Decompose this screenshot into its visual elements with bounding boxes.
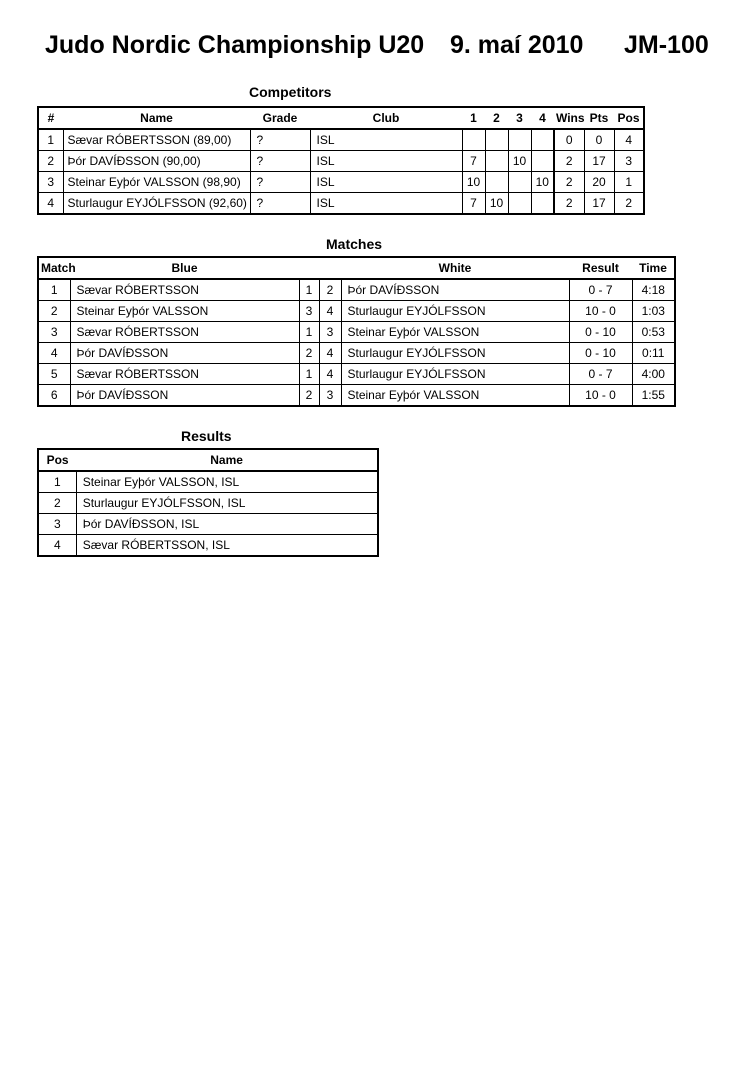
round-score: 10 bbox=[462, 172, 485, 193]
matches-table bbox=[37, 256, 676, 407]
competitor-points: 20 bbox=[584, 172, 614, 193]
competitor-name: Sturlaugur EYJÓLFSSON (92,60) bbox=[63, 193, 250, 215]
round-score bbox=[508, 193, 531, 215]
competitor-name: Sævar RÓBERTSSON (89,00) bbox=[63, 129, 250, 151]
round-score bbox=[462, 129, 485, 151]
column-header: Match bbox=[38, 257, 70, 279]
match-number: 5 bbox=[38, 364, 70, 385]
match-result: 0 - 10 bbox=[569, 343, 632, 364]
match-result: 0 - 7 bbox=[569, 279, 632, 301]
blue-number: 1 bbox=[299, 322, 319, 343]
competitor-points: 17 bbox=[584, 151, 614, 172]
event-date: 9. maí 2010 bbox=[450, 31, 584, 59]
column-header: Club bbox=[310, 107, 462, 129]
competitor-position: 2 bbox=[614, 193, 644, 215]
match-time: 4:18 bbox=[632, 279, 675, 301]
match-time: 4:00 bbox=[632, 364, 675, 385]
round-score bbox=[531, 129, 554, 151]
competitor-position: 4 bbox=[614, 129, 644, 151]
results-header-row bbox=[38, 449, 378, 471]
match-result: 10 - 0 bbox=[569, 301, 632, 322]
table-row bbox=[38, 151, 644, 172]
column-header: 1 bbox=[462, 107, 485, 129]
match-time: 0:53 bbox=[632, 322, 675, 343]
competitor-position: 3 bbox=[614, 151, 644, 172]
column-header: Name bbox=[76, 449, 378, 471]
results-table bbox=[37, 448, 379, 557]
competitor-club: ISL bbox=[310, 193, 462, 215]
column-header: Pos bbox=[614, 107, 644, 129]
blue-competitor: Þór DAVÍÐSSON bbox=[70, 385, 299, 407]
result-position: 3 bbox=[38, 514, 76, 535]
results-heading: Results bbox=[181, 428, 232, 444]
competitor-club: ISL bbox=[310, 129, 462, 151]
round-score bbox=[485, 172, 508, 193]
blue-number: 2 bbox=[299, 343, 319, 364]
blue-number: 1 bbox=[299, 279, 319, 301]
competitor-wins: 2 bbox=[554, 193, 584, 215]
white-competitor: Sturlaugur EYJÓLFSSON bbox=[341, 301, 569, 322]
white-number: 4 bbox=[319, 301, 341, 322]
column-header: Wins bbox=[554, 107, 584, 129]
result-position: 1 bbox=[38, 471, 76, 493]
table-row bbox=[38, 343, 675, 364]
table-row bbox=[38, 301, 675, 322]
round-score bbox=[531, 193, 554, 215]
match-result: 0 - 7 bbox=[569, 364, 632, 385]
blue-competitor: Þór DAVÍÐSSON bbox=[70, 343, 299, 364]
round-score bbox=[531, 151, 554, 172]
match-number: 1 bbox=[38, 279, 70, 301]
matches-header-row bbox=[38, 257, 675, 279]
competitor-grade: ? bbox=[250, 172, 310, 193]
match-number: 3 bbox=[38, 322, 70, 343]
competitor-name: Steinar Eyþór VALSSON (98,90) bbox=[63, 172, 250, 193]
column-header: Time bbox=[632, 257, 675, 279]
round-score bbox=[508, 172, 531, 193]
competitor-grade: ? bbox=[250, 193, 310, 215]
white-number: 4 bbox=[319, 364, 341, 385]
competitor-number: 2 bbox=[38, 151, 63, 172]
table-row bbox=[38, 535, 378, 557]
column-header: Name bbox=[63, 107, 250, 129]
result-name: Sturlaugur EYJÓLFSSON, ISL bbox=[76, 493, 378, 514]
blue-competitor: Sævar RÓBERTSSON bbox=[70, 322, 299, 343]
competitor-wins: 2 bbox=[554, 172, 584, 193]
result-position: 4 bbox=[38, 535, 76, 557]
result-name: Þór DAVÍÐSSON, ISL bbox=[76, 514, 378, 535]
result-name: Sævar RÓBERTSSON, ISL bbox=[76, 535, 378, 557]
match-result: 0 - 10 bbox=[569, 322, 632, 343]
competitor-club: ISL bbox=[310, 151, 462, 172]
competitor-wins: 0 bbox=[554, 129, 584, 151]
table-row bbox=[38, 514, 378, 535]
competitor-grade: ? bbox=[250, 129, 310, 151]
competitor-number: 4 bbox=[38, 193, 63, 215]
column-header: Result bbox=[569, 257, 632, 279]
table-row bbox=[38, 193, 644, 215]
competitor-points: 17 bbox=[584, 193, 614, 215]
weight-category: JM-100 bbox=[624, 31, 709, 59]
table-row bbox=[38, 172, 644, 193]
white-number: 3 bbox=[319, 385, 341, 407]
match-result: 10 - 0 bbox=[569, 385, 632, 407]
match-number: 2 bbox=[38, 301, 70, 322]
table-row bbox=[38, 471, 378, 493]
table-row bbox=[38, 493, 378, 514]
table-row bbox=[38, 322, 675, 343]
column-header: 4 bbox=[531, 107, 554, 129]
competitor-position: 1 bbox=[614, 172, 644, 193]
round-score: 10 bbox=[508, 151, 531, 172]
competitor-number: 3 bbox=[38, 172, 63, 193]
blue-competitor: Sævar RÓBERTSSON bbox=[70, 279, 299, 301]
round-score bbox=[485, 151, 508, 172]
competitor-number: 1 bbox=[38, 129, 63, 151]
competitors-heading: Competitors bbox=[249, 84, 332, 100]
column-header: Pos bbox=[38, 449, 76, 471]
column-header: # bbox=[38, 107, 63, 129]
white-competitor: Sturlaugur EYJÓLFSSON bbox=[341, 364, 569, 385]
column-header: White bbox=[341, 257, 569, 279]
round-score: 7 bbox=[462, 151, 485, 172]
column-header: 3 bbox=[508, 107, 531, 129]
round-score: 10 bbox=[485, 193, 508, 215]
competitor-points: 0 bbox=[584, 129, 614, 151]
blue-number: 3 bbox=[299, 301, 319, 322]
round-score: 10 bbox=[531, 172, 554, 193]
white-number: 4 bbox=[319, 343, 341, 364]
competitors-table bbox=[37, 106, 645, 215]
result-position: 2 bbox=[38, 493, 76, 514]
table-row bbox=[38, 279, 675, 301]
competitor-name: Þór DAVÍÐSSON (90,00) bbox=[63, 151, 250, 172]
white-competitor: Steinar Eyþór VALSSON bbox=[341, 322, 569, 343]
competitor-club: ISL bbox=[310, 172, 462, 193]
table-row bbox=[38, 129, 644, 151]
matches-heading: Matches bbox=[326, 236, 383, 252]
blue-number: 2 bbox=[299, 385, 319, 407]
white-competitor: Þór DAVÍÐSSON bbox=[341, 279, 569, 301]
round-score: 7 bbox=[462, 193, 485, 215]
column-header: Grade bbox=[250, 107, 310, 129]
match-time: 0:11 bbox=[632, 343, 675, 364]
column-header: 2 bbox=[485, 107, 508, 129]
competitor-wins: 2 bbox=[554, 151, 584, 172]
round-score bbox=[485, 129, 508, 151]
blue-competitor: Sævar RÓBERTSSON bbox=[70, 364, 299, 385]
white-number: 3 bbox=[319, 322, 341, 343]
white-competitor: Sturlaugur EYJÓLFSSON bbox=[341, 343, 569, 364]
column-header: Pts bbox=[584, 107, 614, 129]
round-score bbox=[508, 129, 531, 151]
result-name: Steinar Eyþór VALSSON, ISL bbox=[76, 471, 378, 493]
competitor-grade: ? bbox=[250, 151, 310, 172]
competitors-header-row bbox=[38, 107, 644, 129]
table-row bbox=[38, 385, 675, 407]
match-number: 6 bbox=[38, 385, 70, 407]
blue-competitor: Steinar Eyþór VALSSON bbox=[70, 301, 299, 322]
column-header: Blue bbox=[70, 257, 299, 279]
match-time: 1:55 bbox=[632, 385, 675, 407]
blue-number: 1 bbox=[299, 364, 319, 385]
match-number: 4 bbox=[38, 343, 70, 364]
white-competitor: Steinar Eyþór VALSSON bbox=[341, 385, 569, 407]
table-row bbox=[38, 364, 675, 385]
page-title: Judo Nordic Championship U20 bbox=[45, 31, 425, 59]
white-number: 2 bbox=[319, 279, 341, 301]
match-time: 1:03 bbox=[632, 301, 675, 322]
